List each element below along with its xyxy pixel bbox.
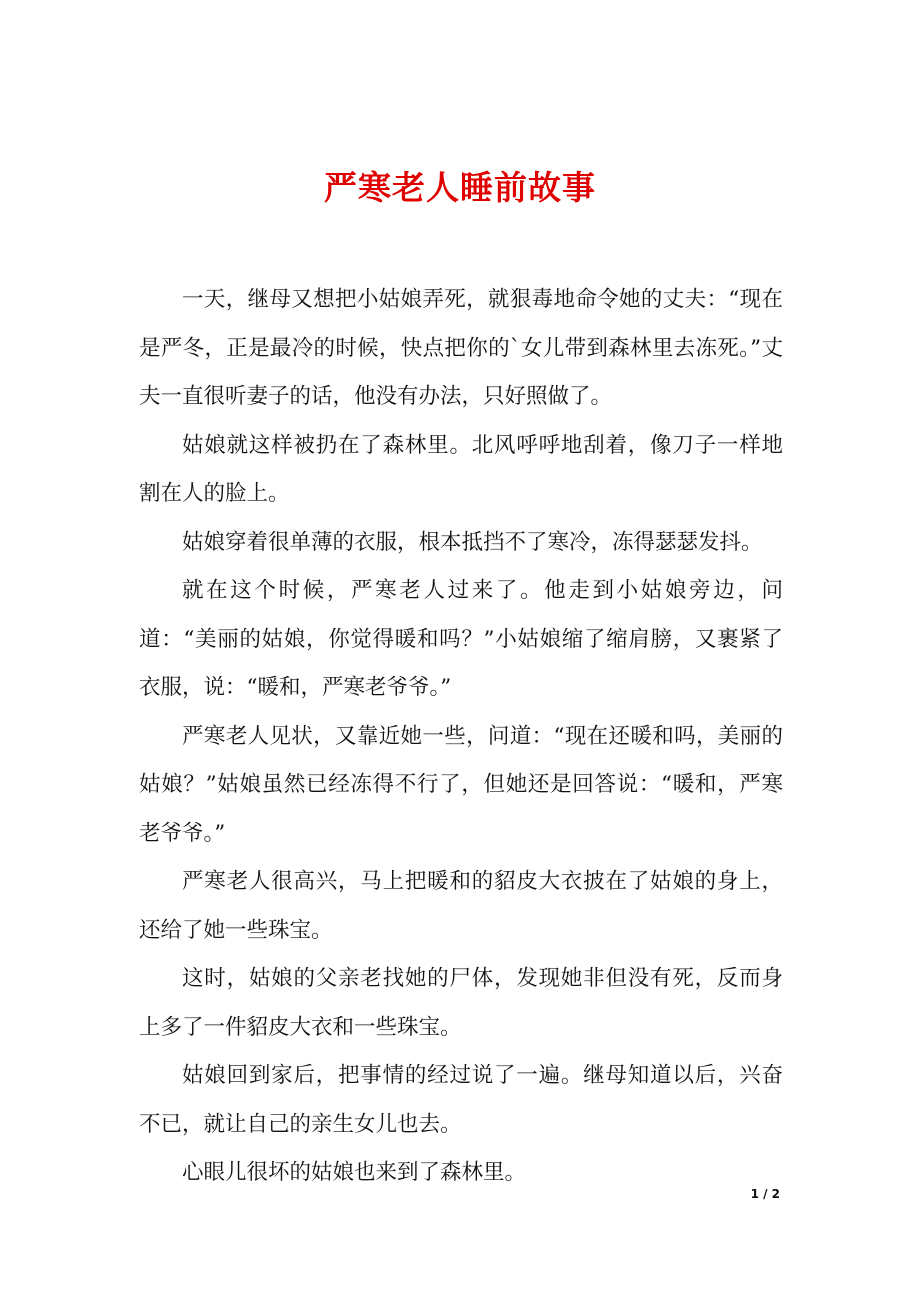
document-title: 严寒老人睡前故事 — [324, 168, 596, 208]
paragraph: 就在这个时候，严寒老人过来了。他走到小姑娘旁边，问道：“美丽的姑娘，你觉得暖和吗？”小姑娘缩了缩肩膀，又裹紧了衣服，说：“暖和，严寒老爷爷。” — [139, 578, 783, 700]
paragraph: 姑娘穿着很单薄的衣服，根本抵挡不了寒冷，冻得瑟瑟发抖。 — [182, 529, 763, 555]
document-body — [139, 276, 783, 1198]
paragraph: 这时，姑娘的父亲老找她的尸体，发现她非但没有死，反而身上多了一件貂皮大衣和一些珠宝。 — [139, 966, 783, 1040]
paragraph: 心眼儿很坏的姑娘也来到了森林里。 — [182, 1160, 527, 1185]
paragraph: 姑娘就这样被扔在了森林里。北风呼呼地刮着，像刀子一样地割在人的脸上。 — [139, 432, 783, 506]
paragraph: 姑娘回到家后，把事情的经过说了一遍。继母知道以后，兴奋不已，就让自己的亲生女儿也去。 — [139, 1063, 783, 1137]
paragraph: 严寒老人见状，又靠近她一些，问道：“现在还暖和吗，美丽的姑娘？”姑娘虽然已经冻得不行了，但她还是回答说：“暖和，严寒老爷爷。” — [139, 723, 783, 846]
paragraph: 严寒老人很高兴，马上把暖和的貂皮大衣披在了姑娘的身上，还给了她一些珠宝。 — [139, 869, 783, 943]
paragraph: 一天，继母又想把小姑娘弄死，就狠毒地命令她的丈夫：“现在是严冬，正是最冷的时候，快点把你的`女儿带到森林里去冻死。”丈夫一直很听妻子的话，他没有办法，只好照做了。 — [139, 287, 783, 409]
page-number: 1 / 2 — [750, 1187, 780, 1201]
